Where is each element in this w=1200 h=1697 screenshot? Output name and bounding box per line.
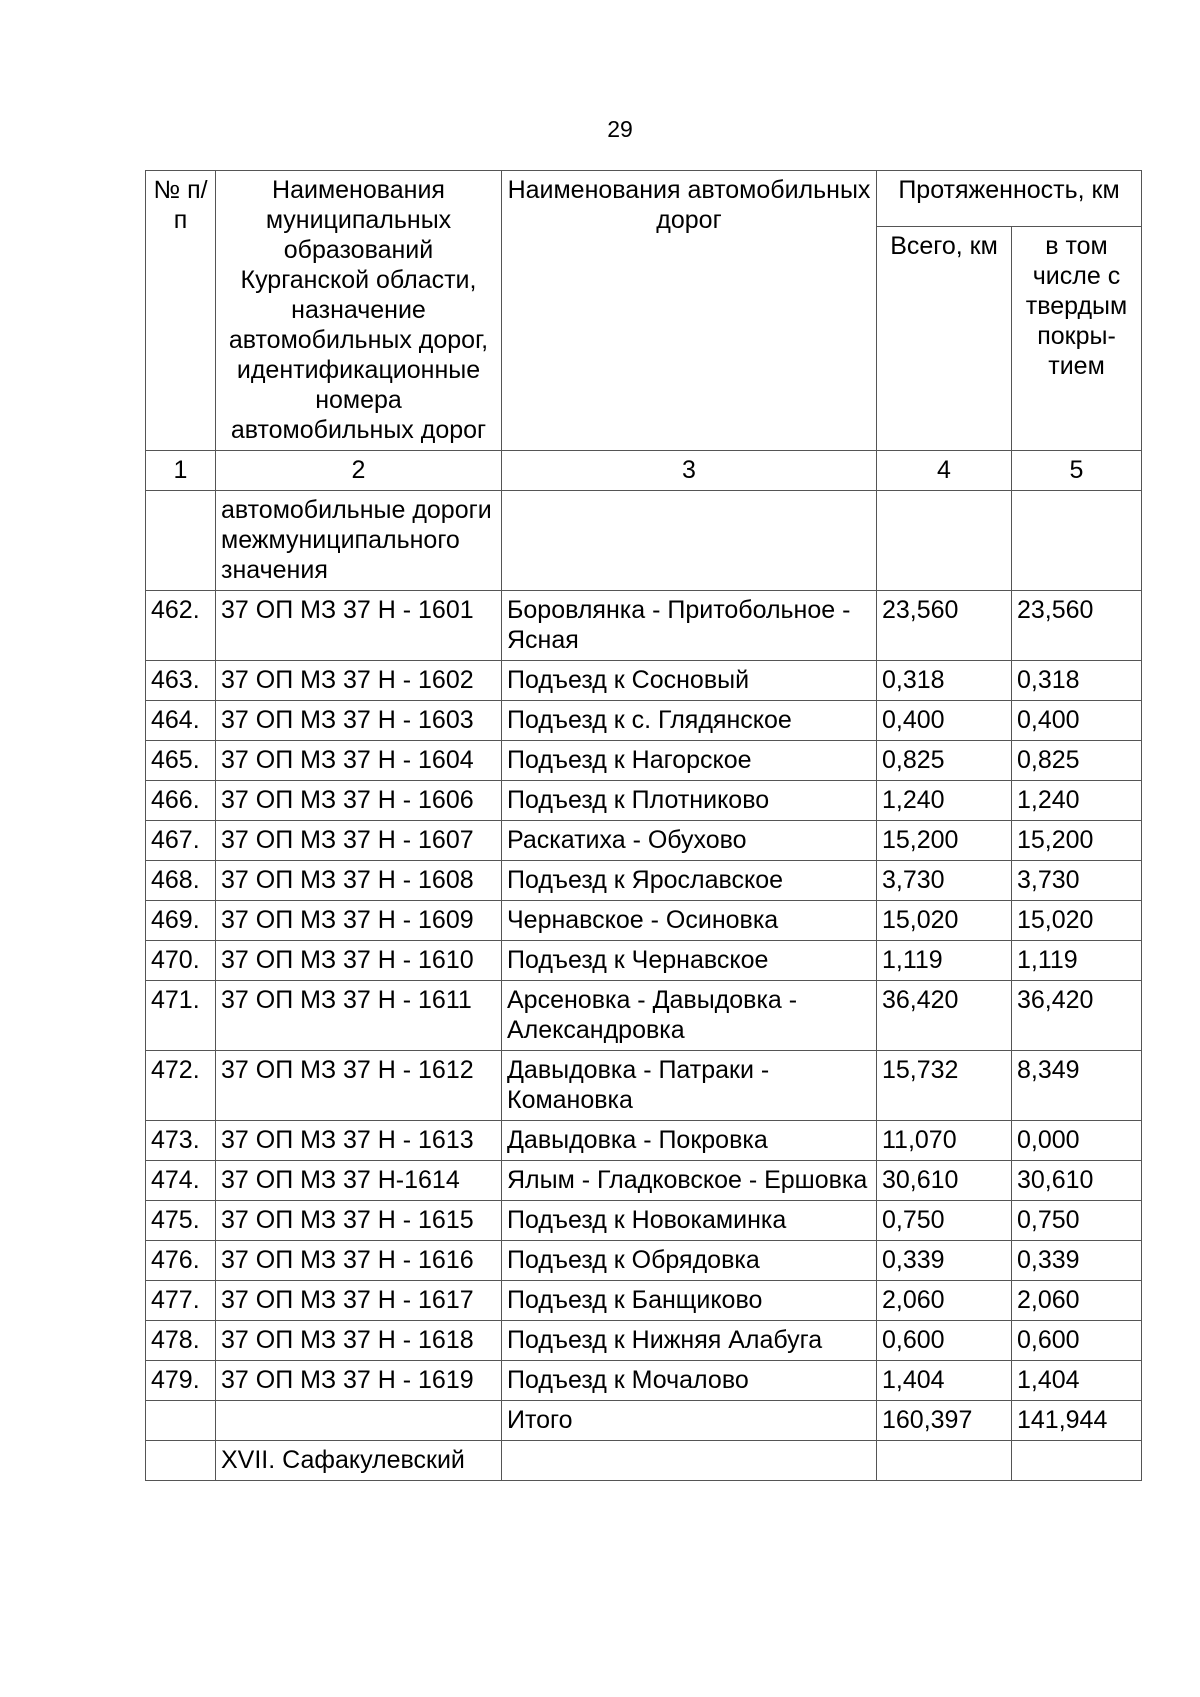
row-number: 467. bbox=[146, 821, 216, 861]
row-number: 476. bbox=[146, 1241, 216, 1281]
road-name: Давыдовка - Патраки - Комановка bbox=[502, 1051, 877, 1121]
road-length-hard-surface: 1,404 bbox=[1012, 1361, 1142, 1401]
road-length-hard-surface: 23,560 bbox=[1012, 591, 1142, 661]
table-row bbox=[146, 901, 1142, 941]
header-hard-surface: в том числе с твердым покры-тием bbox=[1012, 227, 1142, 451]
road-length-hard-surface: 0,339 bbox=[1012, 1241, 1142, 1281]
header-length-group: Протяженность, км bbox=[877, 171, 1142, 227]
road-length-hard-surface: 0,000 bbox=[1012, 1121, 1142, 1161]
road-length-total: 0,750 bbox=[877, 1201, 1012, 1241]
table-row bbox=[146, 1241, 1142, 1281]
road-id-code: 37 ОП МЗ 37 Н - 1602 bbox=[216, 661, 502, 701]
row-number: 466. bbox=[146, 781, 216, 821]
table-row bbox=[146, 1361, 1142, 1401]
row-number: 469. bbox=[146, 901, 216, 941]
road-length-hard-surface: 0,750 bbox=[1012, 1201, 1142, 1241]
row-number: 468. bbox=[146, 861, 216, 901]
section-label: автомобильные дороги межмуниципального значения bbox=[216, 491, 502, 591]
table-row bbox=[146, 781, 1142, 821]
road-name: Боровлянка - Притобольное - Ясная bbox=[502, 591, 877, 661]
row-number: 462. bbox=[146, 591, 216, 661]
road-length-hard-surface: 0,400 bbox=[1012, 701, 1142, 741]
table-row bbox=[146, 981, 1142, 1051]
row-number: 464. bbox=[146, 701, 216, 741]
column-number: 5 bbox=[1012, 451, 1142, 491]
road-name: Подъезд к Сосновый bbox=[502, 661, 877, 701]
road-id-code: 37 ОП МЗ 37 Н - 1611 bbox=[216, 981, 502, 1051]
row-number: 477. bbox=[146, 1281, 216, 1321]
next-section-row bbox=[146, 1441, 1142, 1481]
road-length-hard-surface: 0,318 bbox=[1012, 661, 1142, 701]
road-length-total: 1,240 bbox=[877, 781, 1012, 821]
table-row bbox=[146, 941, 1142, 981]
road-name: Арсеновка - Давыдовка - Александровка bbox=[502, 981, 877, 1051]
road-length-hard-surface: 3,730 bbox=[1012, 861, 1142, 901]
road-id-code: 37 ОП МЗ 37 Н - 1610 bbox=[216, 941, 502, 981]
road-length-total: 15,020 bbox=[877, 901, 1012, 941]
table-row bbox=[146, 741, 1142, 781]
road-length-hard-surface: 30,610 bbox=[1012, 1161, 1142, 1201]
row-number: 465. bbox=[146, 741, 216, 781]
road-name: Подъезд к Банщиково bbox=[502, 1281, 877, 1321]
header-row bbox=[146, 171, 1142, 227]
road-length-total: 11,070 bbox=[877, 1121, 1012, 1161]
road-name: Подъезд к Нагорское bbox=[502, 741, 877, 781]
table-row bbox=[146, 1321, 1142, 1361]
road-length-total: 2,060 bbox=[877, 1281, 1012, 1321]
road-id-code: 37 ОП МЗ 37 Н - 1601 bbox=[216, 591, 502, 661]
road-id-code: 37 ОП МЗ 37 Н - 1618 bbox=[216, 1321, 502, 1361]
road-name: Раскатиха - Обухово bbox=[502, 821, 877, 861]
table-row bbox=[146, 1281, 1142, 1321]
table-row bbox=[146, 1201, 1142, 1241]
total-length: 160,397 bbox=[877, 1401, 1012, 1441]
row-number: 470. bbox=[146, 941, 216, 981]
road-length-total: 0,600 bbox=[877, 1321, 1012, 1361]
road-name: Подъезд к Обрядовка bbox=[502, 1241, 877, 1281]
road-id-code: 37 ОП МЗ 37 Н - 1607 bbox=[216, 821, 502, 861]
column-number: 1 bbox=[146, 451, 216, 491]
row-number: 479. bbox=[146, 1361, 216, 1401]
page-number: 29 bbox=[607, 116, 633, 142]
road-id-code: 37 ОП МЗ 37 Н - 1603 bbox=[216, 701, 502, 741]
road-id-code: 37 ОП МЗ 37 Н - 1609 bbox=[216, 901, 502, 941]
road-name: Чернавское - Осиновка bbox=[502, 901, 877, 941]
road-id-code: 37 ОП МЗ 37 Н - 1612 bbox=[216, 1051, 502, 1121]
column-number: 4 bbox=[877, 451, 1012, 491]
road-id-code: 37 ОП МЗ 37 Н - 1604 bbox=[216, 741, 502, 781]
header-municipality: Наименования муниципальных образований Курганской области, назначение автомобильных дорог, идентификационные номера автомобильных дорог bbox=[216, 171, 502, 451]
header-number: № п/п bbox=[146, 171, 216, 451]
roads-table-body bbox=[146, 171, 1142, 1481]
road-id-code: 37 ОП МЗ 37 Н - 1617 bbox=[216, 1281, 502, 1321]
road-name: Подъезд к Чернавское bbox=[502, 941, 877, 981]
column-number: 2 bbox=[216, 451, 502, 491]
table-row bbox=[146, 701, 1142, 741]
road-length-hard-surface: 0,825 bbox=[1012, 741, 1142, 781]
road-length-hard-surface: 1,119 bbox=[1012, 941, 1142, 981]
road-length-hard-surface: 15,020 bbox=[1012, 901, 1142, 941]
table-row bbox=[146, 661, 1142, 701]
row-number: 473. bbox=[146, 1121, 216, 1161]
road-length-hard-surface: 15,200 bbox=[1012, 821, 1142, 861]
road-name: Подъезд к Плотниково bbox=[502, 781, 877, 821]
road-length-total: 36,420 bbox=[877, 981, 1012, 1051]
table-row bbox=[146, 861, 1142, 901]
road-length-total: 30,610 bbox=[877, 1161, 1012, 1201]
road-name: Подъезд к с. Глядянское bbox=[502, 701, 877, 741]
road-name: Ялым - Гладковское - Ершовка bbox=[502, 1161, 877, 1201]
road-name: Подъезд к Ярославское bbox=[502, 861, 877, 901]
road-name: Подъезд к Мочалово bbox=[502, 1361, 877, 1401]
road-length-total: 3,730 bbox=[877, 861, 1012, 901]
road-length-total: 15,732 bbox=[877, 1051, 1012, 1121]
table-row bbox=[146, 591, 1142, 661]
road-length-hard-surface: 8,349 bbox=[1012, 1051, 1142, 1121]
road-length-total: 0,825 bbox=[877, 741, 1012, 781]
row-number: 478. bbox=[146, 1321, 216, 1361]
row-number: 474. bbox=[146, 1161, 216, 1201]
road-length-total: 1,119 bbox=[877, 941, 1012, 981]
road-length-total: 23,560 bbox=[877, 591, 1012, 661]
road-length-hard-surface: 0,600 bbox=[1012, 1321, 1142, 1361]
road-length-hard-surface: 36,420 bbox=[1012, 981, 1142, 1051]
row-number: 472. bbox=[146, 1051, 216, 1121]
road-id-code: 37 ОП МЗ 37 Н - 1608 bbox=[216, 861, 502, 901]
road-name: Подъезд к Нижняя Алабуга bbox=[502, 1321, 877, 1361]
road-length-total: 15,200 bbox=[877, 821, 1012, 861]
road-name: Давыдовка - Покровка bbox=[502, 1121, 877, 1161]
road-id-code: 37 ОП МЗ 37 Н - 1615 bbox=[216, 1201, 502, 1241]
table-row bbox=[146, 1121, 1142, 1161]
road-id-code: 37 ОП МЗ 37 Н - 1613 bbox=[216, 1121, 502, 1161]
road-name: Подъезд к Новокаминка bbox=[502, 1201, 877, 1241]
road-length-hard-surface: 1,240 bbox=[1012, 781, 1142, 821]
section-label-row bbox=[146, 491, 1142, 591]
header-road-name: Наименования автомобильных дорог bbox=[502, 171, 877, 451]
row-number: 471. bbox=[146, 981, 216, 1051]
table-row bbox=[146, 821, 1142, 861]
column-number: 3 bbox=[502, 451, 877, 491]
road-id-code: 37 ОП МЗ 37 Н-1614 bbox=[216, 1161, 502, 1201]
table-row bbox=[146, 1051, 1142, 1121]
road-length-hard-surface: 2,060 bbox=[1012, 1281, 1142, 1321]
column-numbers-row bbox=[146, 451, 1142, 491]
road-id-code: 37 ОП МЗ 37 Н - 1606 bbox=[216, 781, 502, 821]
road-length-total: 0,318 bbox=[877, 661, 1012, 701]
road-id-code: 37 ОП МЗ 37 Н - 1616 bbox=[216, 1241, 502, 1281]
total-hard-surface: 141,944 bbox=[1012, 1401, 1142, 1441]
roads-table bbox=[145, 170, 1142, 1481]
row-number: 463. bbox=[146, 661, 216, 701]
total-row bbox=[146, 1401, 1142, 1441]
road-length-total: 0,339 bbox=[877, 1241, 1012, 1281]
row-number: 475. bbox=[146, 1201, 216, 1241]
road-length-total: 1,404 bbox=[877, 1361, 1012, 1401]
header-total: Всего, км bbox=[877, 227, 1012, 451]
table-row bbox=[146, 1161, 1142, 1201]
total-label: Итого bbox=[502, 1401, 877, 1441]
road-id-code: 37 ОП МЗ 37 Н - 1619 bbox=[216, 1361, 502, 1401]
road-length-total: 0,400 bbox=[877, 701, 1012, 741]
next-section-label: XVII. Сафакулевский bbox=[216, 1441, 502, 1481]
